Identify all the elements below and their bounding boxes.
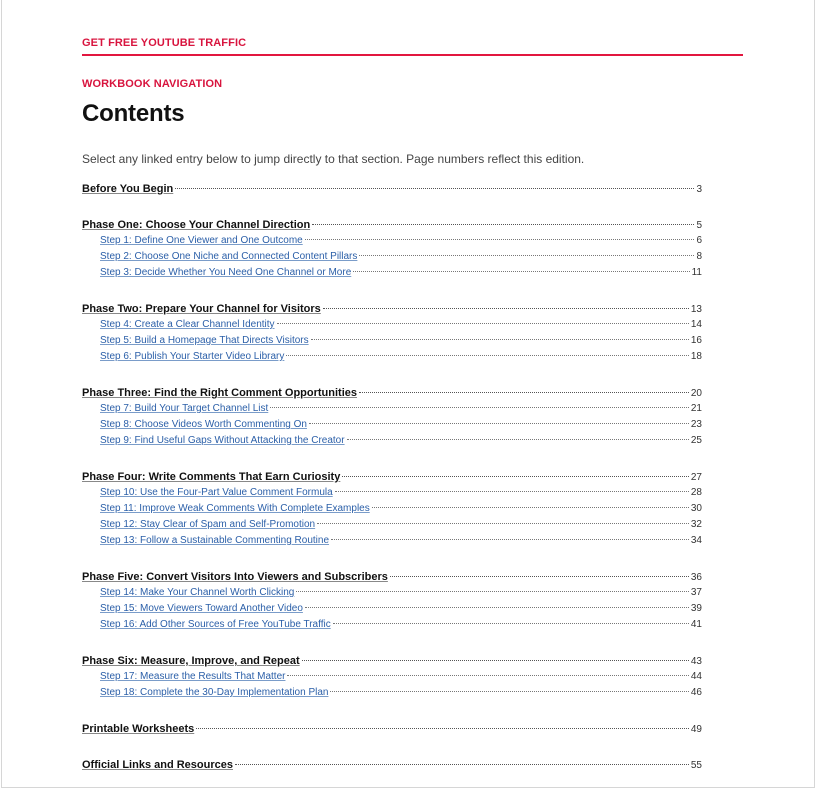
toc-section — [82, 757, 702, 773]
page-number: 20 — [690, 388, 702, 399]
dot-leader — [372, 507, 689, 508]
toc-step-link[interactable] — [82, 685, 702, 701]
section-gap — [82, 737, 702, 757]
page-number: 36 — [690, 572, 702, 583]
toc-step-link-label[interactable]: Step 1: Define One Viewer and One Outcome — [100, 235, 303, 246]
toc-step-link-label[interactable]: Step 16: Add Other Sources of Free YouTube Traffic — [100, 619, 331, 630]
toc-step-link[interactable] — [82, 249, 702, 265]
page-number: 43 — [690, 656, 702, 667]
toc-step-link[interactable] — [82, 401, 702, 417]
dot-leader — [311, 339, 689, 340]
toc-step-link-label[interactable]: Step 4: Create a Clear Channel Identity — [100, 319, 275, 330]
page-number: 55 — [690, 760, 702, 771]
toc-step-link[interactable] — [82, 349, 702, 365]
toc-step-link[interactable] — [82, 433, 702, 449]
toc-step-link-label[interactable]: Step 12: Stay Clear of Spam and Self-Promotion — [100, 519, 316, 530]
page-number: 14 — [690, 319, 702, 330]
dot-leader — [323, 308, 689, 309]
toc-step-link-label[interactable]: Step 11: Improve Weak Comments With Complete Examples — [100, 503, 370, 514]
page-number: 49 — [690, 724, 702, 735]
page-number: 11 — [691, 267, 702, 278]
toc-step-link[interactable] — [82, 601, 702, 617]
toc-section-link-label[interactable]: Phase Four: Write Comments That Earn Curiosity — [82, 471, 341, 483]
toc-section-link-label[interactable]: Phase Six: Measure, Improve, and Repeat — [82, 655, 300, 667]
dot-leader — [196, 728, 689, 729]
toc-step-link-label[interactable]: Step 3: Decide Whether You Need One Channel or More — [100, 267, 352, 278]
toc-section-link-label[interactable]: Phase Two: Prepare Your Channel for Visitors — [82, 303, 321, 315]
section-gap — [82, 281, 702, 301]
toc-section — [82, 217, 702, 281]
dot-leader — [331, 539, 689, 540]
toc-step-link[interactable] — [82, 333, 702, 349]
dot-leader — [270, 407, 689, 408]
dot-leader — [335, 491, 689, 492]
section-gap — [82, 549, 702, 569]
toc-step-link[interactable] — [82, 533, 702, 549]
page-number: 25 — [690, 435, 702, 446]
section-gap — [82, 633, 702, 653]
dot-leader — [347, 439, 689, 440]
dot-leader — [317, 523, 689, 524]
toc-step-link-label[interactable]: Step 8: Choose Videos Worth Commenting On — [100, 419, 307, 430]
dot-leader — [390, 576, 689, 577]
page-number: 13 — [690, 304, 702, 315]
page-number: 18 — [690, 351, 702, 362]
toc-section-link[interactable] — [82, 181, 702, 197]
toc-step-link[interactable] — [82, 485, 702, 501]
dot-leader — [302, 660, 689, 661]
toc-step-link-label[interactable]: Step 2: Choose One Niche and Connected Content Pillars — [100, 251, 358, 262]
page-number: 6 — [696, 235, 702, 246]
toc-step-link-label[interactable]: Step 18: Complete the 30-Day Implementation Plan — [100, 687, 329, 698]
header-rule — [82, 54, 743, 56]
toc-section — [82, 301, 702, 365]
toc-section-link-label[interactable]: Phase Three: Find the Right Comment Opportunities — [82, 387, 358, 399]
toc-step-link[interactable] — [82, 417, 702, 433]
dot-leader — [330, 691, 688, 692]
toc-section-link-label[interactable]: Phase Five: Convert Visitors Into Viewers and Subscribers — [82, 571, 388, 583]
toc-step-link-label[interactable]: Step 10: Use the Four-Part Value Comment Formula — [100, 487, 333, 498]
dot-leader — [296, 591, 689, 592]
page-number: 28 — [690, 487, 702, 498]
toc-step-link[interactable] — [82, 669, 702, 685]
toc-section-link[interactable] — [82, 757, 702, 773]
toc-step-link-label[interactable]: Step 6: Publish Your Starter Video Library — [100, 351, 285, 362]
toc-section-link[interactable] — [82, 301, 702, 317]
toc-section-link[interactable] — [82, 385, 702, 401]
toc-step-link-label[interactable]: Step 17: Measure the Results That Matter — [100, 671, 286, 682]
dot-leader — [175, 188, 694, 189]
section-eyebrow: WORKBOOK NAVIGATION — [82, 78, 223, 90]
toc-step-link-label[interactable]: Step 13: Follow a Sustainable Commenting Routine — [100, 535, 330, 546]
toc-step-link-label[interactable]: Step 14: Make Your Channel Worth Clicking — [100, 587, 295, 598]
toc-step-link[interactable] — [82, 317, 702, 333]
section-gap — [82, 701, 702, 721]
dot-leader — [309, 423, 689, 424]
dot-leader — [333, 623, 689, 624]
toc-step-link[interactable] — [82, 517, 702, 533]
section-gap — [82, 449, 702, 469]
dot-leader — [305, 239, 695, 240]
toc-step-link-label[interactable]: Step 5: Build a Homepage That Directs Visitors — [100, 335, 309, 346]
dot-leader — [359, 255, 694, 256]
page-number: 27 — [690, 472, 702, 483]
page-number: 3 — [696, 184, 702, 195]
section-gap — [82, 365, 702, 385]
toc-section-link[interactable] — [82, 469, 702, 485]
toc-section-link[interactable] — [82, 721, 702, 737]
page-number: 46 — [690, 687, 702, 698]
page-number: 44 — [690, 671, 702, 682]
toc-step-link-label[interactable]: Step 7: Build Your Target Channel List — [100, 403, 269, 414]
page-number: 39 — [690, 603, 702, 614]
page-number: 37 — [690, 587, 702, 598]
page-number: 8 — [696, 251, 702, 262]
page-number: 23 — [690, 419, 702, 430]
toc-section-link[interactable] — [82, 569, 702, 585]
toc-section — [82, 181, 702, 197]
toc-step-link[interactable] — [82, 585, 702, 601]
toc-section-link-label[interactable]: Phase One: Choose Your Channel Direction — [82, 219, 311, 231]
toc-step-link-label[interactable]: Step 15: Move Viewers Toward Another Video — [100, 603, 303, 614]
toc-step-link[interactable] — [82, 617, 702, 633]
dot-leader — [342, 476, 689, 477]
toc-step-link[interactable] — [82, 501, 702, 517]
dot-leader — [312, 224, 694, 225]
page-number: 30 — [690, 503, 702, 514]
dot-leader — [287, 675, 688, 676]
dot-leader — [235, 764, 689, 765]
document-page — [1, 0, 815, 788]
toc-step-link-label[interactable]: Step 9: Find Useful Gaps Without Attacking the Creator — [100, 435, 345, 446]
running-header: GET FREE YOUTUBE TRAFFIC — [82, 37, 247, 49]
dot-leader — [277, 323, 689, 324]
page-title: Contents — [82, 100, 185, 127]
page-number: 5 — [696, 220, 702, 231]
page-number: 21 — [690, 403, 702, 414]
table-of-contents — [82, 181, 702, 773]
toc-section — [82, 469, 702, 549]
page-number: 32 — [690, 519, 702, 530]
toc-section-link[interactable] — [82, 217, 702, 233]
toc-section — [82, 653, 702, 701]
toc-section — [82, 569, 702, 633]
toc-section-link-label[interactable]: Before You Begin — [82, 183, 174, 195]
page-number: 34 — [690, 535, 702, 546]
toc-section-link[interactable] — [82, 653, 702, 669]
dot-leader — [359, 392, 689, 393]
page-number: 16 — [690, 335, 702, 346]
page-number: 41 — [690, 619, 702, 630]
dot-leader — [286, 355, 689, 356]
intro-text: Select any linked entry below to jump directly to that section. Page numbers reflect this edition. — [82, 152, 585, 166]
toc-step-link[interactable] — [82, 265, 702, 281]
dot-leader — [353, 271, 689, 272]
toc-section-link-label[interactable]: Official Links and Resources — [82, 759, 233, 771]
toc-section — [82, 721, 702, 737]
toc-section-link-label[interactable]: Printable Worksheets — [82, 723, 195, 735]
section-gap — [82, 197, 702, 217]
dot-leader — [305, 607, 689, 608]
toc-section — [82, 385, 702, 449]
toc-step-link[interactable] — [82, 233, 702, 249]
